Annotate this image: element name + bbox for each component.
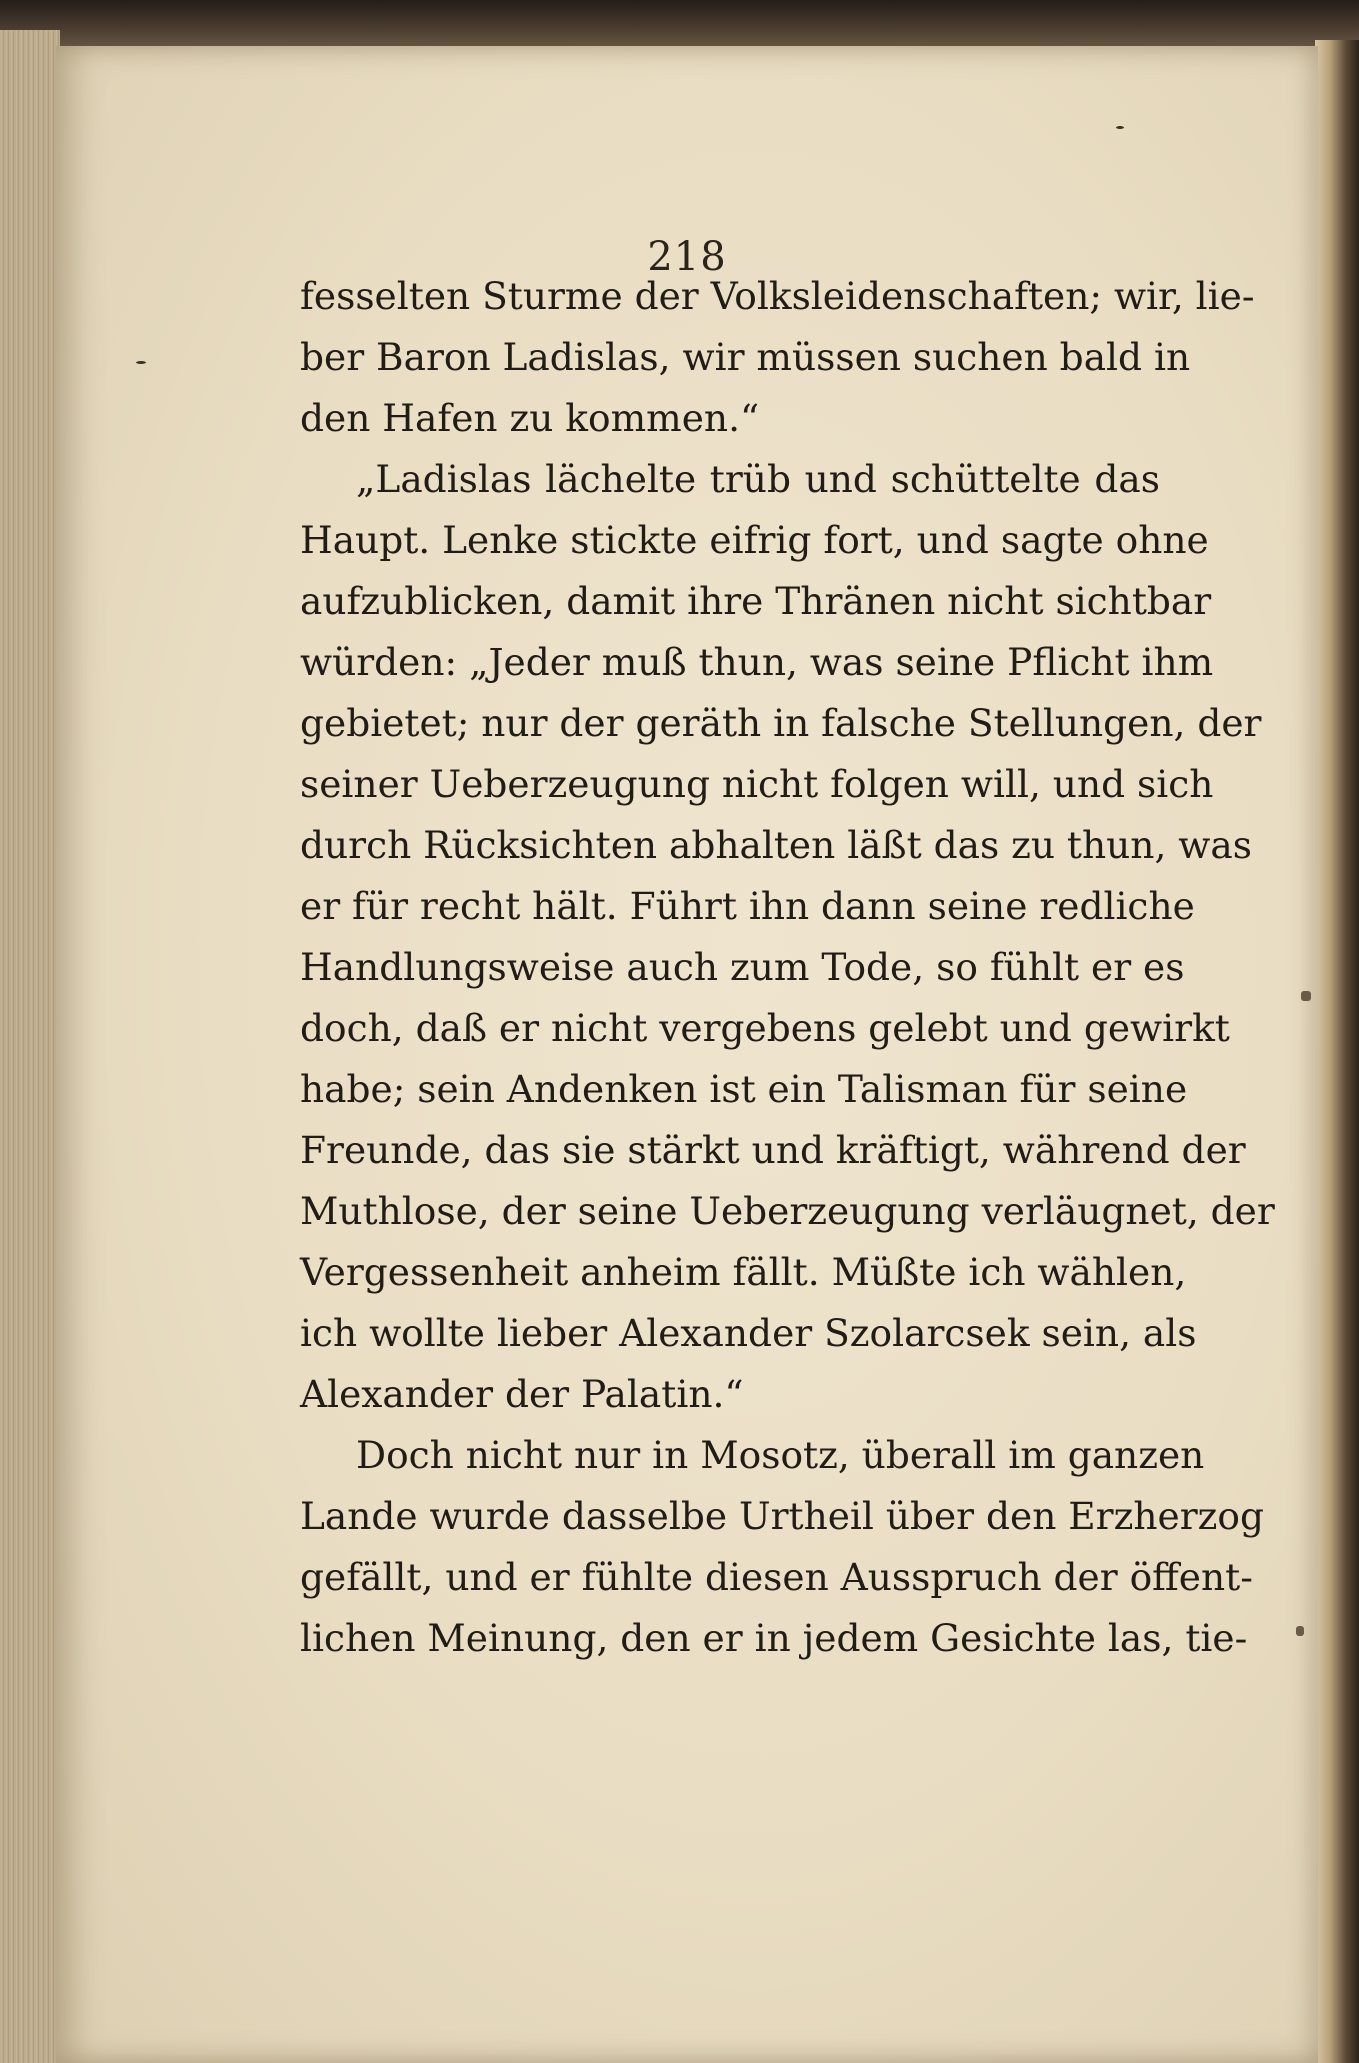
text-line: „Ladislas lächelte trüb und schüttelte das xyxy=(356,457,1160,501)
text-line: durch Rücksichten abhalten läßt das zu thun, was xyxy=(300,823,1253,867)
text-line: gefällt, und er fühlte diesen Ausspruch der öffent- xyxy=(300,1555,1253,1599)
ink-speck xyxy=(1116,126,1124,129)
page-stack-edge xyxy=(0,30,60,2063)
text-line: doch, daß er nicht vergebens gelebt und gewirkt xyxy=(300,1006,1230,1050)
text-line: Lande wurde dasselbe Urtheil über den Erzherzog xyxy=(300,1494,1264,1538)
ink-speck xyxy=(136,361,146,364)
text-line: Muthlose, der seine Ueberzeugung verläugnet, der xyxy=(300,1189,1275,1233)
text-line: Doch nicht nur in Mosotz, überall im ganzen xyxy=(356,1433,1205,1477)
text-line: den Hafen zu kommen.“ xyxy=(300,396,760,440)
text-line: Freunde, das sie stärkt und kräftigt, während der xyxy=(300,1128,1246,1172)
text-line: würden: „Jeder muß thun, was seine Pflicht ihm xyxy=(300,640,1214,684)
text-line: seiner Ueberzeugung nicht folgen will, und sich xyxy=(300,762,1214,806)
text-line: Vergessenheit anheim fällt. Müßte ich wählen, xyxy=(300,1250,1187,1294)
text-line: er für recht hält. Führt ihn dann seine redliche xyxy=(300,884,1195,928)
page-number: 218 xyxy=(647,234,727,280)
text-line: gebietet; nur der geräth in falsche Stellungen, der xyxy=(300,701,1262,745)
text-line: aufzublicken, damit ihre Thränen nicht sichtbar xyxy=(300,579,1212,623)
text-line: ich wollte lieber Alexander Szolarcsek sein, als xyxy=(300,1311,1197,1355)
text-line: fesselten Sturme der Volksleidenschaften; wir, lie- xyxy=(300,274,1255,318)
page-blemish xyxy=(1301,991,1311,1001)
text-line: lichen Meinung, den er in jedem Gesichte las, tie- xyxy=(300,1616,1248,1660)
text-line: Alexander der Palatin.“ xyxy=(300,1372,744,1416)
text-line: Haupt. Lenke stickte eifrig fort, und sagte ohne xyxy=(300,518,1209,562)
book-top-edge xyxy=(0,0,1359,52)
page-blemish xyxy=(1296,1626,1304,1636)
paper-sheet xyxy=(56,46,1318,2063)
body-text xyxy=(300,266,1275,1669)
text-line: habe; sein Andenken ist ein Talisman für seine xyxy=(300,1067,1188,1111)
text-line: ber Baron Ladislas, wir müssen suchen bald in xyxy=(300,335,1191,379)
text-line: Handlungsweise auch zum Tode, so fühlt er es xyxy=(300,945,1185,989)
book-right-edge xyxy=(1315,40,1359,2063)
